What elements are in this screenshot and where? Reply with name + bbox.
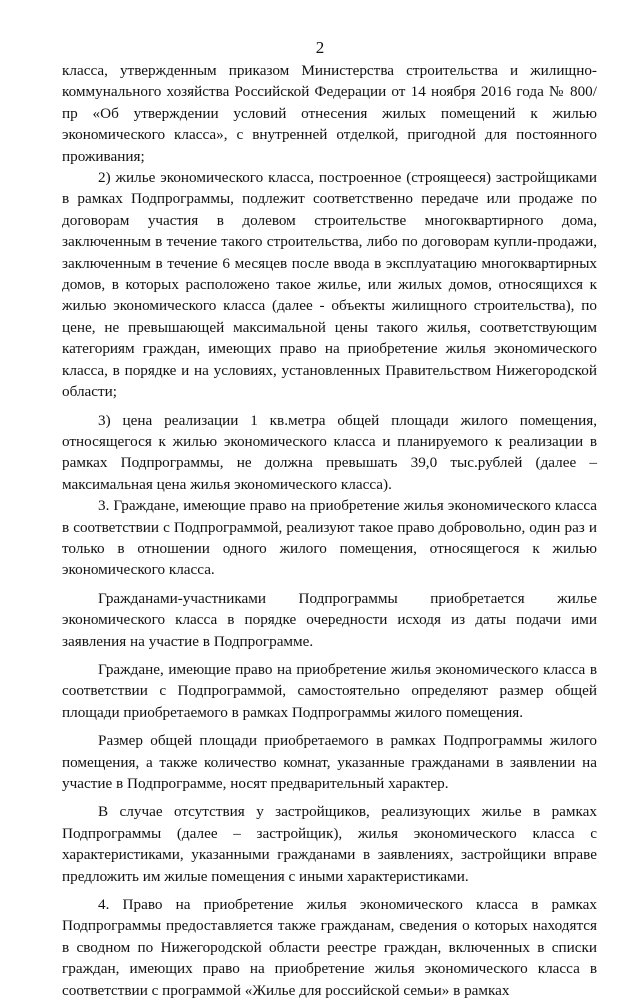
paragraph-section-3: 3. Граждане, имеющие право на приобретение жилья экономического класса в соответствии с Подпрограммой, реализуют такое право добровольно, один раз и только в отношении одного жилого помещения, относящегося к жилью экономического класса. [62,497,597,579]
paragraph-alternative-offer: В случае отсутствия у застройщиков, реализующих жилье в рамках Подпрограммы (далее – застройщик), жилья экономического класса с характеристиками, указанными гражданами в заявлениях, застройщики вправе предложить им жилые помещения с иными характеристиками. [62,803,597,885]
paragraph-item-2: 2) жилье экономического класса, построенное (строящееся) застройщиками в рамках Подпрограммы, подлежит соответственно передаче или продаже по договорам участия в долевом строительстве многоквартирного дома, заключенным в течение такого строительства, либо по договорам купли-продажи, заключенным в течение 6 месяцев после ввода в эксплуатацию многоквартирных домов, в которых расположено такое жилье, или жилых домов, относящихся к жилью экономического класса (далее - объекты жилищного строительства), по цене, не превышающей максимальной цены такого жилья, соответствующим категориям граждан, имеющих право на приобретение жилья экономического класса, в порядке и на условиях, установленных Правительством Нижегородской области; [62,169,597,401]
paragraph-continuation: класса, утвержденным приказом Министерства строительства и жилищно-коммунального хозяйства Российской Федерации от 14 ноября 2016 года № 800/пр «Об утверждении условий отнесения жилых помещений к жилью экономического класса», с внутренней отделкой, пригодной для постоянного проживания; [62,62,597,165]
paragraph-item-3-price: 3) цена реализации 1 кв.метра общей площади жилого помещения, относящегося к жилью экономического класса и планируемого к реализации в рамках Подпрограммы, не должна превышать 39,0 тыс.рублей (далее – максимальная цена жилья экономического класса). [62,411,597,493]
paragraph-participants-order: Гражданами-участниками Подпрограммы приобретается жилье экономического класса в порядке очередности исходя из даты подачи ими заявления на участие в Подпрограмме. [62,589,597,650]
document-body [62,60,597,1001]
paragraph-preliminary: Размер общей площади приобретаемого в рамках Подпрограммы жилого помещения, а также количество комнат, указанные гражданами в заявлении на участие в Подпрограмме, носят предварительный характер. [62,732,597,792]
paragraph-area-choice: Граждане, имеющие право на приобретение жилья экономического класса в соответствии с Подпрограммой, самостоятельно определяют размер общей площади приобретаемого в рамках Подпрограммы жилого помещения. [62,660,597,721]
paragraph-section-4: 4. Право на приобретение жилья экономического класса в рамках Подпрограммы предоставляется также гражданам, сведения о которых находятся в сводном по Нижегородской области реестре граждан, включенных в списки граждан, имеющих право на приобретение жилья экономического класса в соответствии с программой «Жилье для российской семьи» в рамках [62,896,597,999]
page-number: 2 [315,38,325,57]
